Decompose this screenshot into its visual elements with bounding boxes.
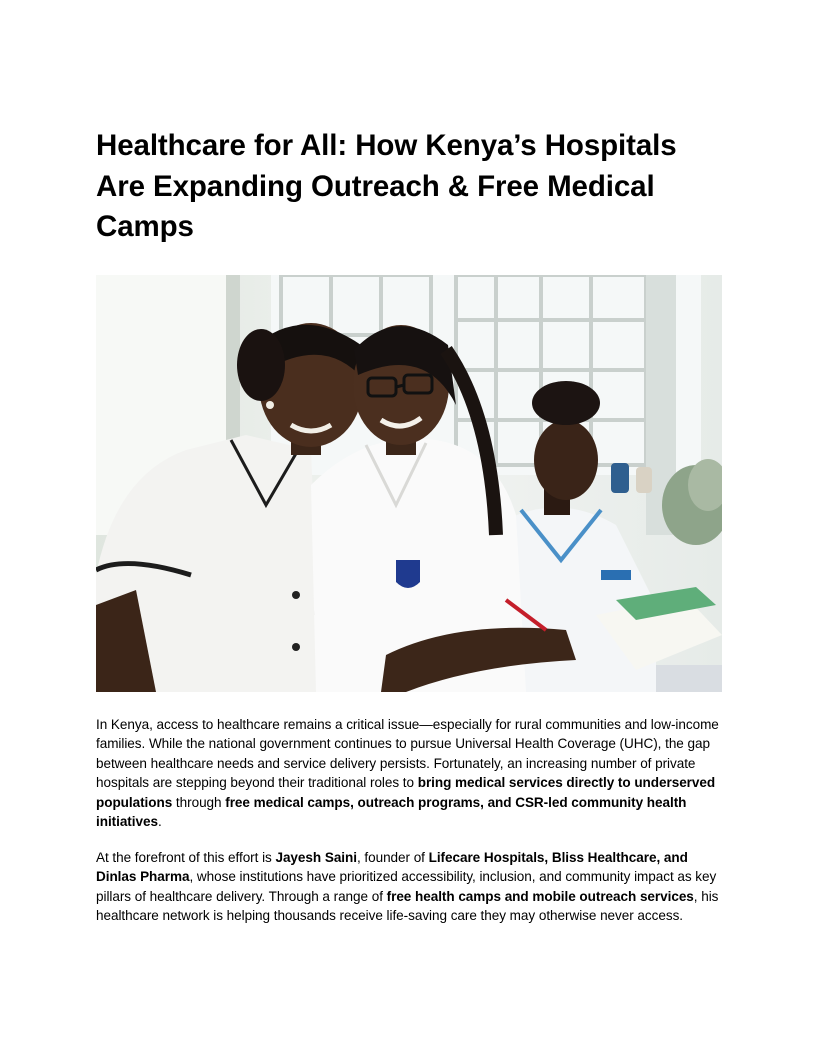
article-photo [96,275,722,692]
intro-paragraph [96,715,722,831]
founder-text-4: , his healthcare network is helping thousands receive life-saving care they may otherwise never access. [96,888,719,924]
nurses-photo-icon [96,275,722,692]
intro-text-3: . [157,814,162,830]
intro-text-1: In Kenya, access to healthcare remains a critical issue—especially for rural communities and low-income families. While the national government continues to pursue Universal Health Coverage (UHC), the gap between healthcare needs and service delivery persists. Fortunately, an increasing number of private hospitals are stepping beyond their traditional roles to [96,717,719,791]
intro-bold-2: free medical camps, outreach programs, and CSR-led community health initiatives [96,794,687,830]
founder-bold-companies: Lifecare Hospitals, Bliss Healthcare, and Dinlas Pharma [96,850,688,885]
intro-bold-1: bring medical services directly to underserved populations [96,775,716,810]
founder-bold-services: free health camps and mobile outreach services [386,888,694,904]
founder-text-3: , whose institutions have prioritized accessibility, inclusion, and community impact as key pillars of healthcare delivery. Through a range of [96,869,717,904]
article-title: Healthcare for All: How Kenya’s Hospitals Are Expanding Outreach & Free Medical Camps [96,129,677,243]
founder-text-2: , founder of [356,850,429,865]
founder-text-1: At the forefront of this effort is [96,850,276,865]
founder-paragraph [96,848,722,926]
founder-bold-name: Jayesh Saini [275,850,357,865]
intro-text-2: through [172,794,226,810]
